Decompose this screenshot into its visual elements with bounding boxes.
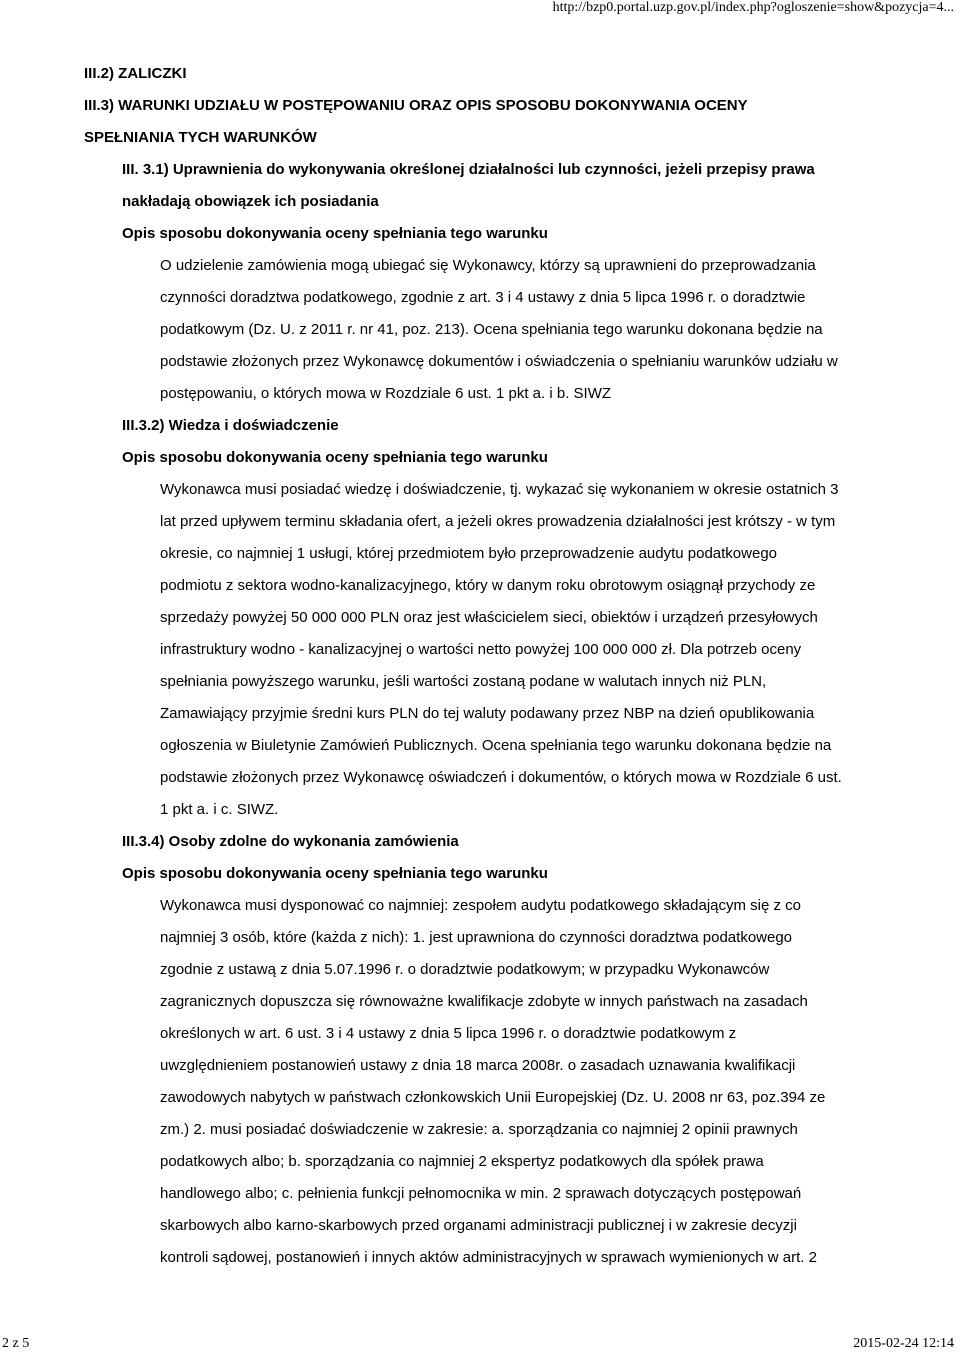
document-body [0,58,960,1274]
paragraph-line: Wykonawca musi posiadać wiedzę i doświadczenie, tj. wykazać się wykonaniem w okresie ostatnich 3 [160,481,839,498]
paragraph-line: zawodowych nabytych w państwach członkowskich Unii Europejskiej (Dz. U. 2008 nr 63, poz.394 ze [160,1089,826,1106]
section-3-1-title-line2: nakładają obowiązek ich posiadania [122,193,379,210]
paragraph-line: podstawie złożonych przez Wykonawcę oświadczeń i dokumentów, o których mowa w Rozdziale 6 ust. [160,769,842,786]
paragraph-line: spełniania powyższego warunku, jeśli wartości zostaną podane w walutach innych niż PLN, [160,673,767,690]
paragraph-line: zgodnie z ustawą z dnia 5.07.1996 r. o doradztwie podatkowym; w przypadku Wykonawców [160,961,770,978]
page-indicator: 2 z 5 [2,1336,30,1351]
paragraph-line: handlowego albo; c. pełnienia funkcji pełnomocnika w min. 2 sprawach dotyczących postępowań [160,1185,802,1202]
paragraph-line: postępowaniu, o których mowa w Rozdziale 6 ust. 1 pkt a. i b. SIWZ [160,385,612,402]
section-3-4-title: III.3.4) Osoby zdolne do wykonania zamówienia [122,833,459,850]
section-3-1-body [0,250,960,410]
paragraph-line: zm.) 2. musi posiadać doświadczenie w zakresie: a. sporządzania co najmniej 2 opinii prawnych [160,1121,798,1138]
print-datetime: 2015-02-24 12:14 [853,1336,954,1351]
paragraph-line: infrastruktury wodno - kanalizacyjnej o wartości netto powyżej 100 000 000 zł. Dla potrzeb oceny [160,641,802,658]
heading-warunki-line1: III.3) WARUNKI UDZIAŁU W POSTĘPOWANIU ORAZ OPIS SPOSOBU DOKONYWANIA OCENY [84,97,748,114]
heading-zaliczki: III.2) ZALICZKI [84,65,187,82]
paragraph-line: podmiotu z sektora wodno-kanalizacyjnego, który w danym roku obrotowym osiągnął przychody ze [160,577,816,594]
section-3-2-opis-heading: Opis sposobu dokonywania oceny spełniania tego warunku [122,449,548,466]
section-3-2-title: III.3.2) Wiedza i doświadczenie [122,417,339,434]
paragraph-line: lat przed upływem terminu składania ofert, a jeżeli okres prowadzenia działalności jest krótszy - w tym [160,513,836,530]
section-3-4-body [0,890,960,1274]
paragraph-line: najmniej 3 osób, które (każda z nich): 1. jest uprawniona do czynności doradztwa podatkowego [160,929,793,946]
paragraph-line: Wykonawca musi dysponować co najmniej: zespołem audytu podatkowego składającym się z co [160,897,802,914]
paragraph-line: sprzedaży powyżej 50 000 000 PLN oraz jest właścicielem sieci, obiektów i urządzeń przesyłowych [160,609,818,626]
paragraph-line: czynności doradztwa podatkowego, zgodnie z art. 3 i 4 ustawy z dnia 5 lipca 1996 r. o doradztwie [160,289,806,306]
paragraph-line: 1 pkt a. i c. SIWZ. [160,801,279,818]
paragraph-line: kontroli sądowej, postanowień i innych aktów administracyjnych w sprawach wymienionych w art. 2 [160,1249,817,1266]
paragraph-line: podatkowym (Dz. U. z 2011 r. nr 41, poz. 213). Ocena spełniania tego warunku dokonana będzie na [160,321,823,338]
paragraph-line: okresie, co najmniej 1 usługi, której przedmiotem było przeprowadzenie audytu podatkowego [160,545,778,562]
browser-url: http://bzp0.portal.uzp.gov.pl/index.php?ogloszenie=show&pozycja=4... [552,0,954,15]
heading-warunki-line2: SPEŁNIANIA TYCH WARUNKÓW [84,129,317,146]
paragraph-line: ogłoszenia w Biuletynie Zamówień Publicznych. Ocena spełniania tego warunku dokonana będzie na [160,737,832,754]
paragraph-line: zagranicznych dopuszcza się równoważne kwalifikacje zdobyte w innych państwach na zasadach [160,993,808,1010]
paragraph-line: podstawie złożonych przez Wykonawcę dokumentów i oświadczenia o spełnianiu warunków udziału w [160,353,838,370]
section-3-2-body [0,474,960,826]
paragraph-line: uwzględnieniem postanowień ustawy z dnia 18 marca 2008r. o zasadach uznawania kwalifikacji [160,1057,796,1074]
paragraph-line: podatkowych albo; b. sporządzania co najmniej 2 ekspertyz podatkowych dla spółek prawa [160,1153,764,1170]
section-3-1-opis-heading: Opis sposobu dokonywania oceny spełniania tego warunku [122,225,548,242]
section-3-4-opis-heading: Opis sposobu dokonywania oceny spełniania tego warunku [122,865,548,882]
section-3-1-title-line1: III. 3.1) Uprawnienia do wykonywania określonej działalności lub czynności, jeżeli przepisy prawa [122,161,815,178]
paragraph-line: skarbowych albo karno-skarbowych przed organami administracji publicznej i w zakresie decyzji [160,1217,797,1234]
paragraph-line: O udzielenie zamówienia mogą ubiegać się Wykonawcy, którzy są uprawnieni do przeprowadzania [160,257,816,274]
paragraph-line: Zamawiający przyjmie średni kurs PLN do tej waluty podawany przez NBP na dzień opublikowania [160,705,815,722]
paragraph-line: określonych w art. 6 ust. 3 i 4 ustawy z dnia 5 lipca 1996 r. o doradztwie podatkowym z [160,1025,737,1042]
